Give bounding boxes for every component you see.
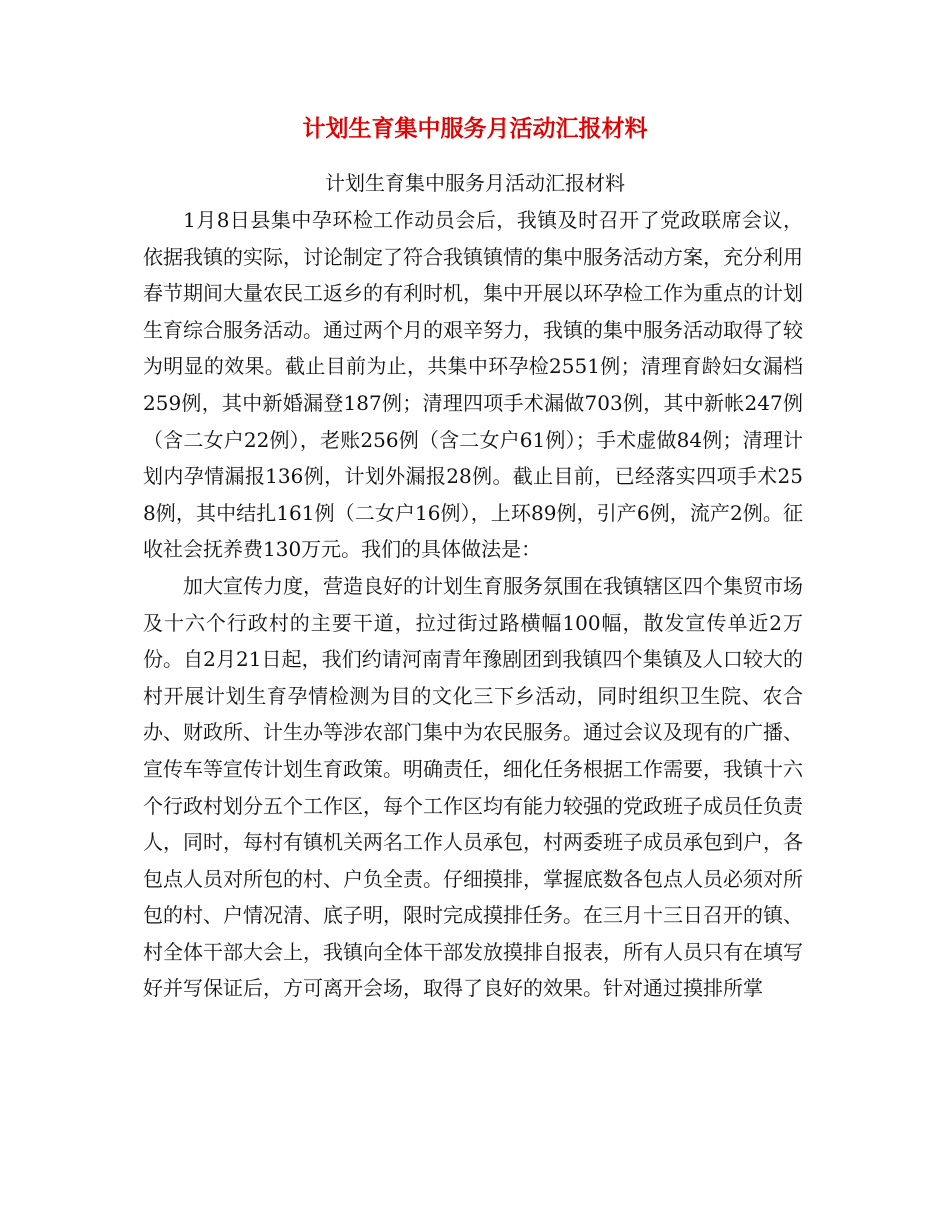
document-title: 计划生育集中服务月活动汇报材料 (302, 116, 648, 142)
body-paragraph: 加大宣传力度，营造良好的计划生育服务氛围在我镇辖区四个集贸市场及十六个行政村的主要干道，拉过街过路横幅100幅，散发宣传单近2万份。自2月21日起，我们约请河南青年豫剧团到我镇四个集镇及人口较大的村开展计划生育孕情检测为目的文化三下乡活动，同时组织卫生院、农合办、财政所、计生办等涉农部门集中为农民服务。通过会议及现有的广播、宣传车等宣传计划生育政策。明确责任，细化任务根据工作需要，我镇十六个行政村划分五个工作区，每个工作区均有能力较强的党政班子成员任负责人，同时，每村有镇机关两名工作人员承包，村两委班子成员承包到户，各包点人员对所包的村、户负全责。仔细摸排，掌握底数各包点人员必须对所包的村、户情况清、底子明，限时完成摸排任务。在三月十三日召开的镇、村全体干部大会上，我镇向全体干部发放摸排自报表，所有人员只有在填写好并写保证后，方可离开会场，取得了良好的效果。针对通过摸排所掌 (143, 573, 803, 1001)
body-paragraph: 1月8日县集中孕环检工作动员会后，我镇及时召开了党政联席会议，依据我镇的实际，讨论制定了符合我镇镇情的集中服务活动方案，充分利用春节期间大量农民工返乡的有利时机，集中开展以环孕检工作为重点的计划生育综合服务活动。通过两个月的艰辛努力，我镇的集中服务活动取得了较为明显的效果。截止目前为止，共集中环孕检2551例；清理育龄妇女漏档259例，其中新婚漏登187例；清理四项手术漏做703例，其中新帐247例（含二女户22例），老账256例（含二女户61例）；手术虚做84例；清理计划内孕情漏报136例，计划外漏报28例。截止目前，已经落实四项手术258例，其中结扎161例（二女户16例），上环89例，引产6例，流产2例。征收社会抚养费130万元。我们的具体做法是： (143, 208, 803, 562)
document-body (143, 202, 803, 1007)
document-subtitle: 计划生育集中服务月活动汇报材料 (325, 171, 625, 195)
